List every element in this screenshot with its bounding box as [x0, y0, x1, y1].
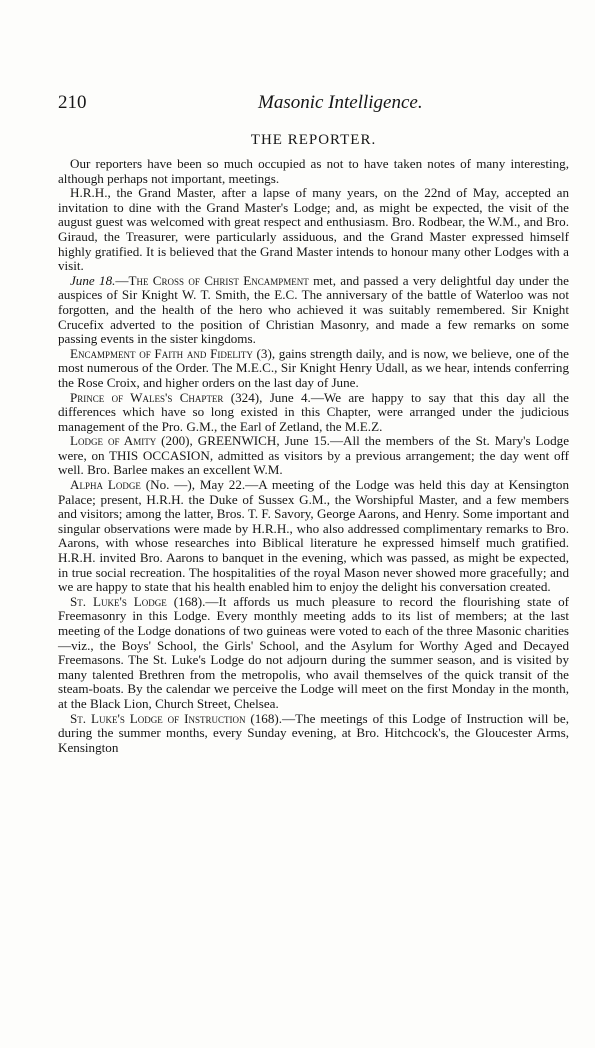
paragraph-heading: Alpha Lodge	[70, 477, 141, 493]
paragraph-st-lukes	[58, 595, 569, 712]
paragraph-alpha	[58, 478, 569, 595]
paragraph-heading: St. Luke's Lodge of Instruction	[70, 710, 246, 726]
paragraph-text: (168).—It affords us much pleasure to record the flourishing state of Freemasonry in this Lodge. Every monthly meeting adds to its list of members; at the last meeting of the Lodge donations of two guineas were voted to each of the three Masonic charities—viz., the Boys' School, the Girls' School, and the Asylum for Worthy Aged and Decayed Freemasons. The St. Luke's Lodge do not adjourn during the summer season, and is visited by many talented Brethren from the metropolis, who avail themselves of the quick transit of the steam-boats. By the calendar we perceive the Lodge will meet on the first Monday in the month, at the Black Lion, Church Street, Chelsea.	[58, 593, 569, 711]
paragraph-heading: Encampment of Faith and Fidelity	[70, 345, 253, 361]
paragraph-text: (168).—The meetings of this Lodge of Instruction will be, during the summer months, every Sunday evening, at Bro. Hitchcock's, the Gloucester Arms, Kensington	[58, 710, 569, 755]
paragraph-heading: St. Luke's Lodge	[70, 593, 167, 609]
paragraph-grand-master	[58, 186, 569, 274]
paragraph-text: (No. —), May 22.—A meeting of the Lodge was held this day at Kensington Palace; present, H.R.H. the Duke of Sussex G.M., the Worshipful Master, and a few members and visitors; among the latter, Bros. T. F. Savory, George Aarons, and Henry. Some important and singular observations were made by H.R.H., who also addressed complimentary remarks to Bro. Aarons, with whose researches into Biblical literature he expressed himself much gratified. H.R.H. invited Bro. Aarons to banquet in the evening, which was passed, as might be expected, in true social recreation. The hospitalities of the royal Mason never showed more gracefully; and we are happy to state that his health enabled him to enjoy the delight his conversation created.	[58, 477, 569, 595]
paragraph-heading: —The Cross of Christ Encampment	[115, 272, 309, 288]
paragraph-heading: Prince of Wales's Chapter	[70, 389, 224, 405]
paragraph-cross-of-christ	[58, 274, 569, 347]
paragraph-text: H.R.H., the Grand Master, after a lapse of many years, on the 22nd of May, accepted an invitation to dine with the Grand Master's Lodge; and, as might be expected, the visit of the august guest was welcomed with great respect and enthusiasm. Bro. Rodbear, the W.M., and Bro. Giraud, the Treasurer, were particularly assiduous, and the Grand Master expressed himself highly gratified. It is believed that the Grand Master intends to honour many other Lodges with a visit.	[58, 185, 569, 274]
paragraph-faith-fidelity	[58, 347, 569, 391]
paragraph-st-lukes-instruction	[58, 712, 569, 756]
page-number: 210	[58, 92, 87, 113]
section-title: THE REPORTER.	[250, 132, 377, 148]
paragraph-heading: Lodge of Amity	[70, 433, 157, 449]
paragraph-intro	[58, 157, 569, 186]
paragraph-prince-of-wales	[58, 391, 569, 435]
paragraph-text: (200), GREENWICH, June 15.—All the members of the St. Mary's Lodge were, on THIS OCCASION, admitted as visitors by a previous arrangement; the day went off well. Bro. Barlee makes an excellent W.M.	[58, 433, 570, 478]
article-body	[58, 157, 569, 755]
paragraph-text: met, and passed a very delightful day under the auspices of Sir Knight W. T. Smith, the E.C. The anniversary of the battle of Waterloo was not forgotten, and the health of the hero who achieved it was suitably remembered. Sir Knight Crucefix adverted to the position of Christian Masonry, and made a few remarks on some passing events in the sister kingdoms.	[58, 272, 569, 347]
paragraph-text: Our reporters have been so much occupied as not to have taken notes of many interesting, although perhaps not important, meetings.	[58, 156, 569, 186]
paragraph-date: June 18.	[70, 272, 116, 288]
paragraph-text: (3), gains strength daily, and is now, we believe, one of the most numerous of the Order. The M.E.C., Sir Knight Henry Udall, as we hear, intends conferring the Rose Croix, and higher orders on the last day of June.	[58, 345, 569, 390]
running-title: Masonic Intelligence.	[258, 92, 423, 113]
paragraph-amity	[58, 434, 569, 478]
paragraph-text: (324), June 4.—We are happy to say that this day all the differences which have so long existed in this Chapter, were arranged under the judicious management of the Pro. G.M., the Earl of Zetland, the M.E.Z.	[58, 389, 569, 434]
